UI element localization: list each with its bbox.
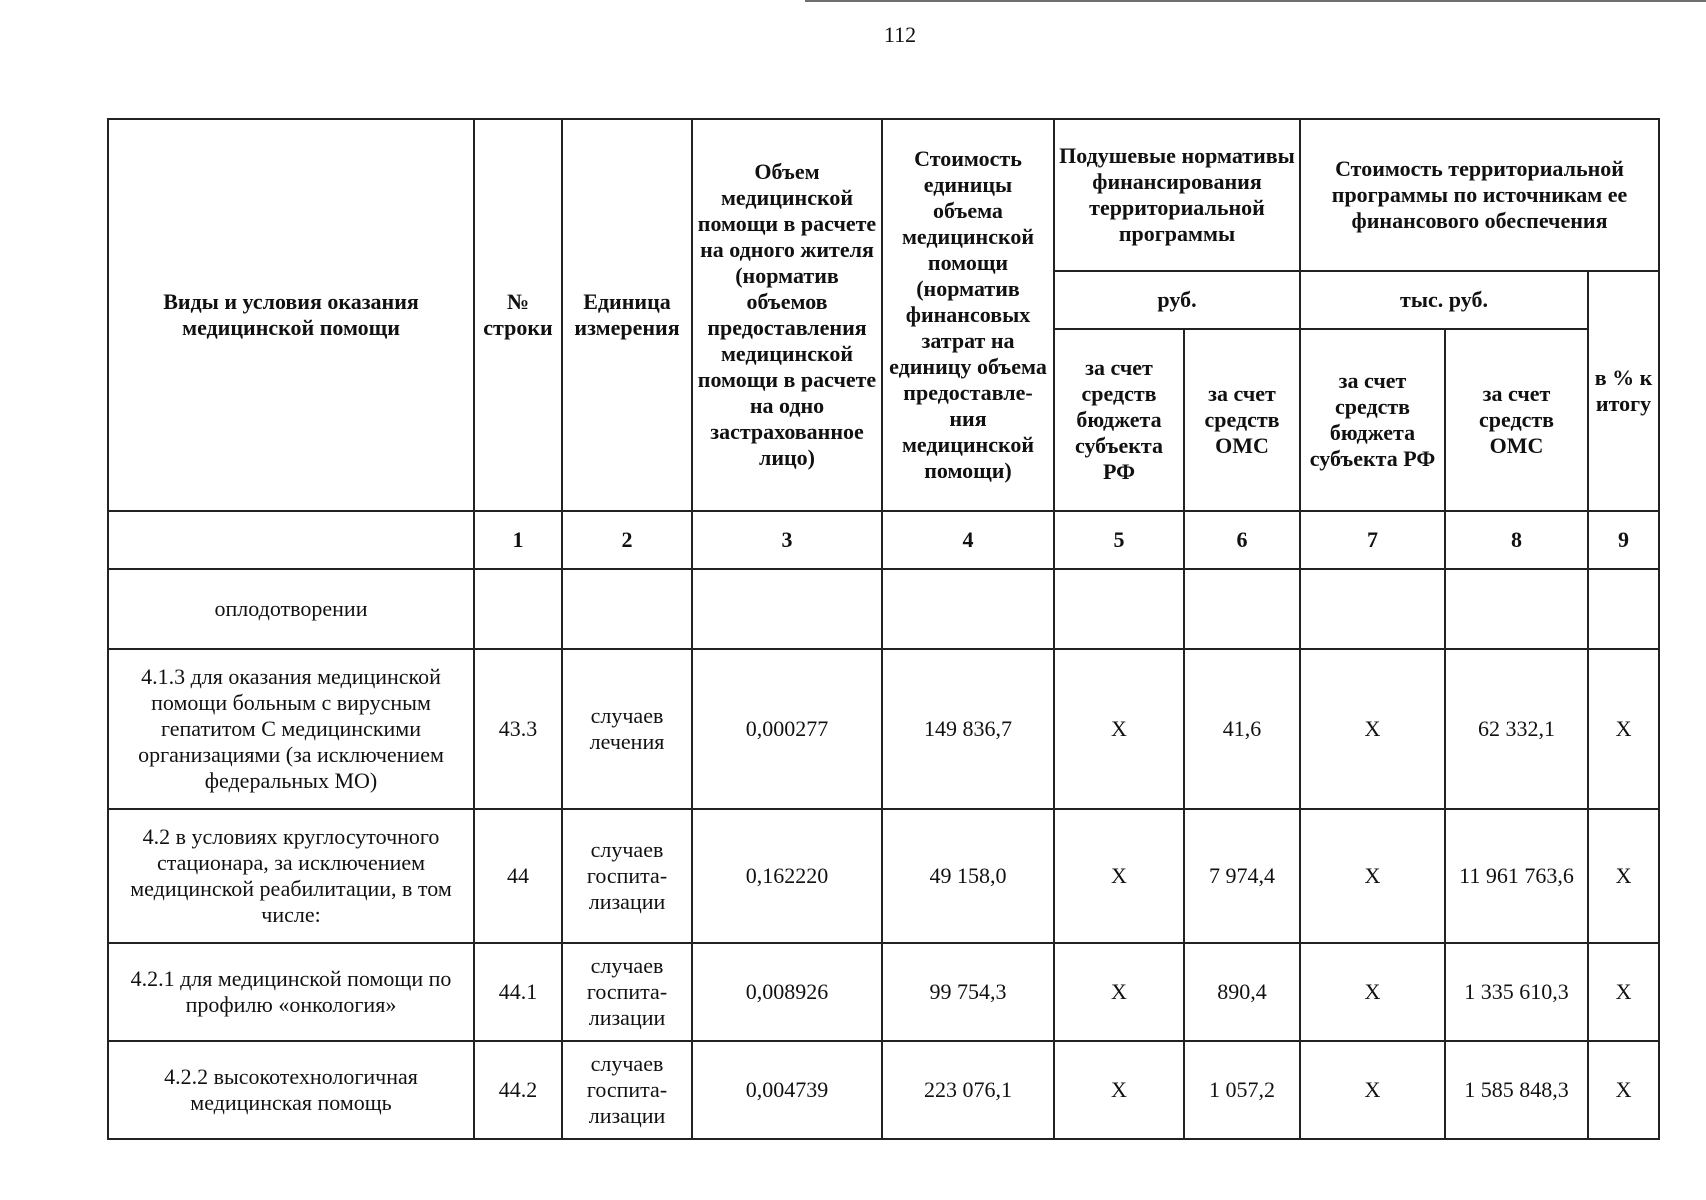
row-budget-thousand: Х (1300, 809, 1445, 943)
row-volume: 0,000277 (692, 649, 882, 809)
table-row (108, 943, 1659, 1041)
row-name: 4.2.2 высокотехнологичная медицинская помощь (108, 1041, 474, 1139)
row-number: 44.1 (474, 943, 562, 1041)
column-number: 3 (692, 511, 882, 569)
row-cost: 49 158,0 (882, 809, 1054, 943)
column-number (108, 511, 474, 569)
row-unit (562, 569, 692, 649)
row-number (474, 569, 562, 649)
header-row-no: № строки (474, 119, 562, 511)
row-budget-rub (1054, 569, 1184, 649)
header-percent: в % к итогу (1588, 271, 1659, 511)
column-number: 9 (1588, 511, 1659, 569)
row-cost: 223 076,1 (882, 1041, 1054, 1139)
header-budget-rf: за счет средств бюджета субъекта РФ (1054, 329, 1184, 511)
table-row (108, 649, 1659, 809)
header-budget-rf-2: за счет средств бюджета субъекта РФ (1300, 329, 1445, 511)
row-unit: случаев госпита-лизации (562, 1041, 692, 1139)
row-percent: Х (1588, 649, 1659, 809)
row-number: 44 (474, 809, 562, 943)
header-row-1 (108, 119, 1659, 271)
row-oms-thousand: 62 332,1 (1445, 649, 1588, 809)
row-number: 44.2 (474, 1041, 562, 1139)
row-volume: 0,004739 (692, 1041, 882, 1139)
row-oms-thousand: 11 961 763,6 (1445, 809, 1588, 943)
column-number: 5 (1054, 511, 1184, 569)
row-volume: 0,162220 (692, 809, 882, 943)
row-cost: 99 754,3 (882, 943, 1054, 1041)
row-budget-rub: Х (1054, 649, 1184, 809)
column-number: 8 (1445, 511, 1588, 569)
row-percent: Х (1588, 1041, 1659, 1139)
top-edge-line (805, 0, 1706, 2)
column-number: 2 (562, 511, 692, 569)
header-cost: Стоимость единицы объема медицинской помощи (норматив финансовых затрат на единицу объема предоставле-ния медицинской помощи) (882, 119, 1054, 511)
row-oms-rub: 890,4 (1184, 943, 1300, 1041)
row-name: оплодотворении (108, 569, 474, 649)
header-unit-rub: руб. (1054, 271, 1300, 329)
row-unit: случаев госпита-лизации (562, 809, 692, 943)
row-name: 4.2 в условиях круглосуточного стационара, за исключением медицинской реабилитации, в том числе: (108, 809, 474, 943)
header-unit: Единица измерения (562, 119, 692, 511)
row-percent: Х (1588, 809, 1659, 943)
row-unit: случаев госпита-лизации (562, 943, 692, 1041)
row-budget-rub: Х (1054, 809, 1184, 943)
header-volume: Объем медицинской помощи в расчете на одного жителя (норматив объемов предоставления медицинской помощи в расчете на одно застрахованное лицо) (692, 119, 882, 511)
row-name: 4.1.3 для оказания медицинской помощи больным с вирусным гепатитом С медицинскими организациями (за исключением федеральных МО) (108, 649, 474, 809)
header-program-cost-group: Стоимость территориальной программы по источникам ее финансового обеспечения (1300, 119, 1659, 271)
row-name: 4.2.1 для медицинской помощи по профилю «онкология» (108, 943, 474, 1041)
row-oms-rub: 1 057,2 (1184, 1041, 1300, 1139)
row-budget-rub: Х (1054, 943, 1184, 1041)
header-oms: за счет средств ОМС (1184, 329, 1300, 511)
header-types: Виды и условия оказания медицинской помощи (108, 119, 474, 511)
row-oms-thousand: 1 335 610,3 (1445, 943, 1588, 1041)
row-oms-thousand (1445, 569, 1588, 649)
row-budget-thousand (1300, 569, 1445, 649)
row-volume (692, 569, 882, 649)
row-budget-thousand: Х (1300, 943, 1445, 1041)
table-row (108, 809, 1659, 943)
column-number: 4 (882, 511, 1054, 569)
row-volume: 0,008926 (692, 943, 882, 1041)
program-cost-table (107, 118, 1660, 1140)
row-oms-thousand: 1 585 848,3 (1445, 1041, 1588, 1139)
header-per-capita-group: Подушевые нормативы финансирования территориальной программы (1054, 119, 1300, 271)
row-cost (882, 569, 1054, 649)
page-number: 112 (883, 22, 917, 47)
row-oms-rub (1184, 569, 1300, 649)
row-oms-rub: 7 974,4 (1184, 809, 1300, 943)
row-oms-rub: 41,6 (1184, 649, 1300, 809)
column-numbers-row (108, 511, 1659, 569)
table-row (108, 569, 1659, 649)
row-unit: случаев лечения (562, 649, 692, 809)
row-budget-thousand: Х (1300, 1041, 1445, 1139)
row-cost: 149 836,7 (882, 649, 1054, 809)
row-percent: Х (1588, 943, 1659, 1041)
row-number: 43.3 (474, 649, 562, 809)
column-number: 1 (474, 511, 562, 569)
header-oms-2: за счет средств ОМС (1445, 329, 1588, 511)
column-number: 7 (1300, 511, 1445, 569)
row-percent (1588, 569, 1659, 649)
row-budget-thousand: Х (1300, 649, 1445, 809)
table-row (108, 1041, 1659, 1139)
row-budget-rub: Х (1054, 1041, 1184, 1139)
header-unit-thousand-rub: тыс. руб. (1300, 271, 1588, 329)
column-number: 6 (1184, 511, 1300, 569)
